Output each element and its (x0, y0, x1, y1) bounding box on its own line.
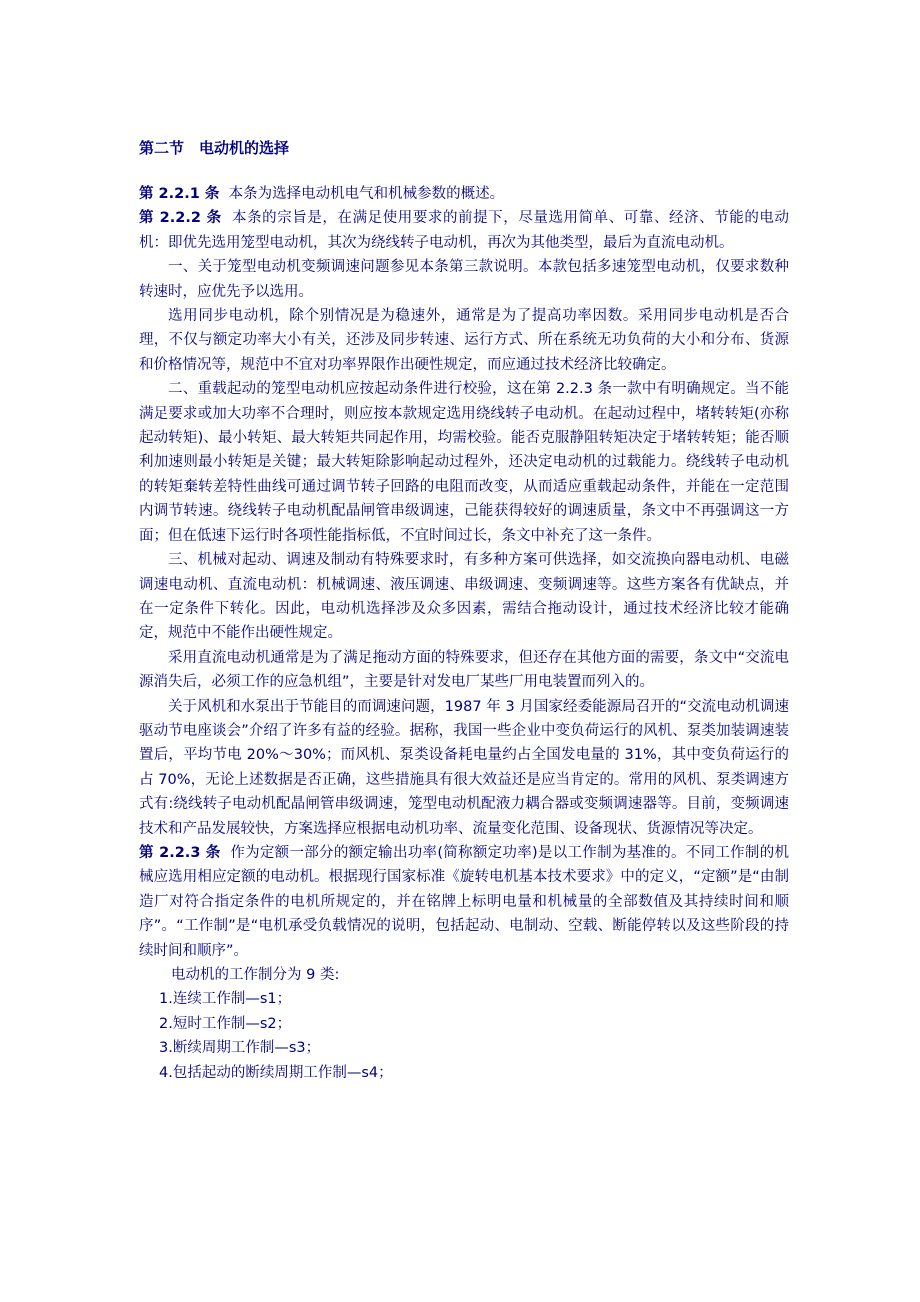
article-number: 第 2.2.1 条 (139, 186, 220, 202)
paragraph-synchronous-motor: 选用同步电动机，除个别情况是为稳速外，通常是为了提高功率因数。采用同步电动机是否合理，不仅与额定功率大小有关，还涉及同步转速、运行方式、所在系统无功负荷的大小和分布、货源和价格情况等，规范中不宜对功率界限作出硬性规定，而应通过技术经济比较确定。 (139, 308, 789, 373)
article-2-2-2 (139, 206, 789, 255)
paragraph-fan-pump: 关于风机和水泵出于节能目的而调速问题，1987 年 3 月国家经委能源局召开的“交流电动机调速驱动节电座谈会”介绍了许多有益的经验。据称，我国一些企业中变负荷运行的风机、泵类加装调速装置后，平均节电 20%～30%；而风机、泵类设备耗电量约占全国发电量的 31%，其中变负荷运行的占 70%，无论上述数据是否正确，这些措施具有很大效益还是应当肯定的。常用的风机、泵类调速方式有:绕线转子电动机配晶闸管串级调速，笼型电动机配液力耦合器或变频调速器等。目前，变频调速技术和产品发展较快，方案选择应根据电动机功率、流量变化范围、设备现状、货源情况等决定。 (139, 698, 789, 837)
list-item: 2.短时工作制—s2； (159, 1015, 292, 1032)
duty-list-intro: 电动机的工作制分为 9 类: (171, 967, 340, 983)
list-item: 3.断续周期工作制—s3； (159, 1040, 321, 1057)
article-text: 本条的宗旨是，在满足使用要求的前提下，尽量选用简单、可靠、经济、节能的电动机：即优先选用笼型电动机，其次为绕线转子电动机，再次为其他类型，最后为直流电动机。 (139, 210, 789, 251)
paragraph-clause-3: 三、机械对起动、调速及制动有特殊要求时，有多种方案可供选择，如交流换向器电动机、电磁调速电动机、直流电动机：机械调速、液压调速、串级调速、变频调速等。这些方案各有优缺点，并在一定条件下转化。因此，电动机选择涉及众多因素，需结合拖动设计，通过技术经济比较才能确定，规范中不能作出硬性规定。 (139, 552, 789, 642)
paragraph-clause-1: 一、关于笼型电动机变频调速问题参见本条第三款说明。本款包括多速笼型电动机，仅要求数种转速时，应优先予以选用。 (139, 259, 789, 300)
document-page (139, 136, 789, 1085)
article-number: 第 2.2.3 条 (139, 844, 221, 861)
section-title: 第二节 电动机的选择 (139, 139, 290, 157)
article-text: 作为定额一部分的额定输出功率(简称额定功率)是以工作制为基准的。不同工作制的机械应选用相应定额的电动机。根据现行国家标准《旋转电机基本技术要求》中的定义，“定额”是“由制造厂对符合指定条件的电机所规定的，并在铭牌上标明电量和机械量的全部数值及其持续时间和顺序”。“工作制”是“电机承受负载情况的说明，包括起动、电制动、空载、断能停转以及这些阶段的持续时间和顺序”。 (139, 844, 790, 959)
paragraph-dc-motor: 采用直流电动机通常是为了满足拖动方面的特殊要求，但还存在其他方面的需要，条文中“交流电源消失后，必须工作的应急机组”，主要是针对发电厂某些厂用电装置而列入的。 (139, 649, 789, 691)
article-2-2-1 (139, 182, 789, 206)
list-item: 4.包括起动的断续周期工作制—s4； (159, 1064, 393, 1081)
article-2-2-3 (139, 841, 789, 963)
paragraph-clause-2: 二、重载起动的笼型电动机应按起动条件进行校验，这在第 2.2.3 条一款中有明确规定。当不能满足要求或加大功率不合理时，则应按本款规定选用绕线转子电动机。在起动过程中，堵转转矩(亦称起动转矩)、最小转矩、最大转矩共同起作用，均需校验。能否克服静阻转矩决定于堵转转矩；能否顺利加速则最小转矩是关键；最大转矩除影响起动过程外，还决定电动机的过载能力。绕线转子电动机的转矩棄转差特性曲线可通过调节转子回路的电阻而改变，从而适应重载起动条件，并能在一定范围内调节转速。绕线转子电动机配晶闸管串级调速，己能获得较好的调速质量，条文中不再强调这一方面；但在低速下运行时各项性能指标低，不宜时间过长，条文中补充了这一条件。 (139, 381, 789, 544)
list-item: 1.连续工作制—s1； (159, 991, 292, 1008)
article-number: 第 2.2.2 条 (139, 210, 222, 227)
article-text: 本条为选择电动机电气和机械参数的概述。 (228, 186, 505, 202)
